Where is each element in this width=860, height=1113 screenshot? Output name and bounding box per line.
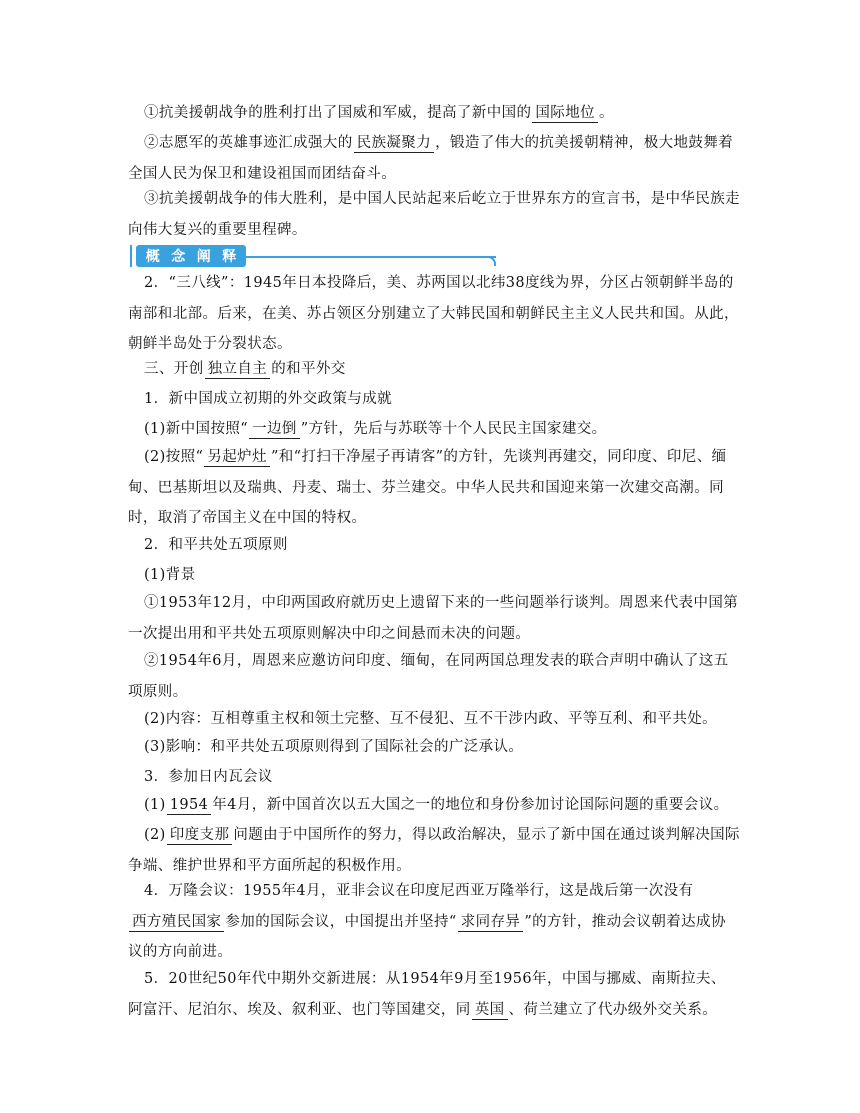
banner-rule	[246, 256, 496, 258]
subheading-1: 1．新中国成立初期的外交政策与成就	[144, 391, 393, 407]
answer-blank: 求同存异	[458, 913, 524, 932]
paragraph-7: (1)新中国按照“ 一边倒 ”方针，先后与苏联等十个人民民主国家建交。	[144, 421, 607, 437]
subheading-2: 2．和平共处五项原则	[144, 537, 288, 553]
paragraph-1: ①抗美援朝战争的胜利打出了国威和军威，提高了新中国的 国际地位 。	[144, 105, 614, 121]
paragraph-19: 5．20世纪50年代中期外交新进展：从1954年9月至1956年，中国与挪威、南斯拉夫、阿富汗、尼泊尔、埃及、叙利亚、也门等国建交，同 英国 、荷兰建立了代办级外交关系。	[128, 971, 726, 1018]
paragraph-3: ③抗美援朝战争的伟大胜利，是中国人民站起来后屹立于世界东方的宣言书，是中华民族走向伟大复兴的重要里程碑。	[128, 191, 740, 238]
concept-banner-label: 概 念 阐 释	[136, 245, 246, 267]
answer-blank: 独立自主	[205, 360, 271, 379]
answer-blank: 西方殖民国家	[129, 913, 224, 932]
paragraph-17: (2) 印度支那 问题由于中国所作的努力，得以政治解决，显示了新中国在通过谈判解决国际争端、维护世界和平方面所起的积极作用。	[128, 827, 740, 874]
paragraph-11: ①1953年12月，中印两国政府就历史上遗留下来的一些问题举行谈判。周恩来代表中国第一次提出用和平共处五项原则解决中印之间悬而未决的问题。	[128, 595, 739, 642]
answer-blank: 英国	[472, 1001, 508, 1020]
answer-blank: 1954	[167, 796, 212, 815]
answer-blank: 另起炉灶	[204, 448, 270, 467]
section-heading-3: 三、开创 独立自主 的和平外交	[144, 361, 346, 377]
paragraph-8: (2)按照“ 另起炉灶 ”和“打扫干净屋子再请客”的方针，先谈判再建交，同印度、印尼、缅甸、巴基斯坦以及瑞典、丹麦、瑞士、芬兰建交。中华人民共和国迎来第一次建交高潮。同时，取消了帝国主义在中国的特权。	[128, 449, 727, 526]
concept-banner	[136, 243, 496, 271]
subheading-3: 3．参加日内瓦会议	[144, 769, 273, 785]
paragraph-2: ②志愿军的英雄事迹汇成强大的 民族凝聚力 ，锻造了伟大的抗美援朝精神，极大地鼓舞着全国人民为保卫和建设祖国而团结奋斗。	[128, 135, 734, 182]
answer-blank: 民族凝聚力	[354, 134, 435, 153]
paragraph-12: ②1954年6月，周恩来应邀访问印度、缅甸，在同两国总理发表的联合声明中确认了这五项原则。	[128, 653, 729, 700]
answer-blank: 国际地位	[532, 104, 598, 123]
paragraph-4: 2．“三八线”：1945年日本投降后，美、苏两国以北纬38度线为界，分区占领朝鲜半岛的南部和北部。后来，在美、苏占领区分别建立了大韩民国和朝鲜民主主义人民共和国。从此，朝鲜半岛处于分裂状态。	[128, 275, 739, 352]
answer-blank: 一边倒	[249, 420, 300, 439]
paragraph-16: (1) 1954 年4月，新中国首次以五大国之一的地位和身份参加讨论国际问题的重要会议。	[144, 797, 729, 813]
paragraph-13: (2)内容：互相尊重主权和领土完整、互不侵犯、互不干涉内政、平等互利、和平共处。	[144, 711, 718, 727]
answer-blank: 印度支那	[167, 826, 233, 845]
paragraph-18: 4．万隆会议：1955年4月，亚非会议在印度尼西亚万隆举行，这是战后第一次没有西方殖民国家 参加的国际会议，中国提出并坚持“ 求同存异 ”的方针，推动会议朝着达成协议的方向前进。	[128, 883, 726, 960]
paragraph-14: (3)影响：和平共处五项原则得到了国际社会的广泛承认。	[144, 739, 524, 755]
subheading-background: (1)背景	[144, 567, 196, 583]
